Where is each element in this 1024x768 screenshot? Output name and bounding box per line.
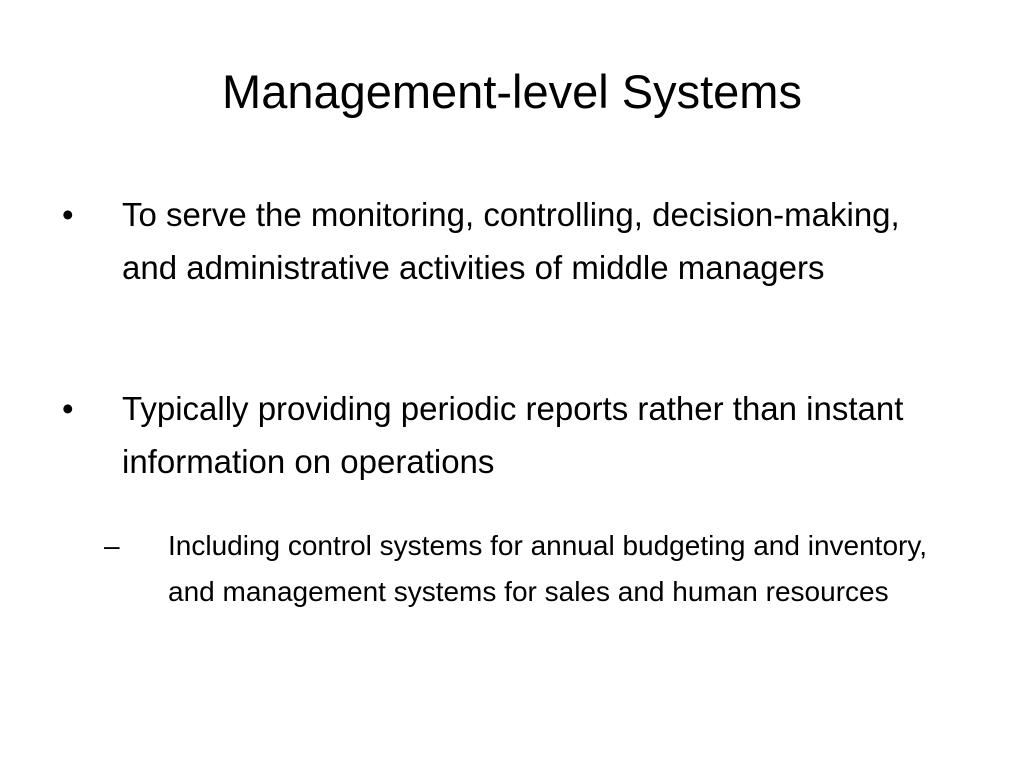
bullet-text: To serve the monitoring, controlling, decision-making, and administrative activities of middle managers — [122, 196, 900, 286]
sub-bullet-item — [104, 523, 934, 615]
sub-bullet-text: Including control systems for annual budgeting and inventory, and management systems for sales and human resources — [168, 530, 928, 607]
bullet-marker: • — [62, 390, 74, 427]
bullet-marker: • — [62, 196, 74, 233]
bullet-text: Typically providing periodic reports rather than instant information on operations — [122, 390, 904, 480]
slide-title: Management-level Systems — [222, 65, 802, 118]
sub-bullet-marker: – — [104, 530, 120, 561]
bullet-item — [62, 188, 942, 294]
bullet-item — [62, 382, 942, 488]
